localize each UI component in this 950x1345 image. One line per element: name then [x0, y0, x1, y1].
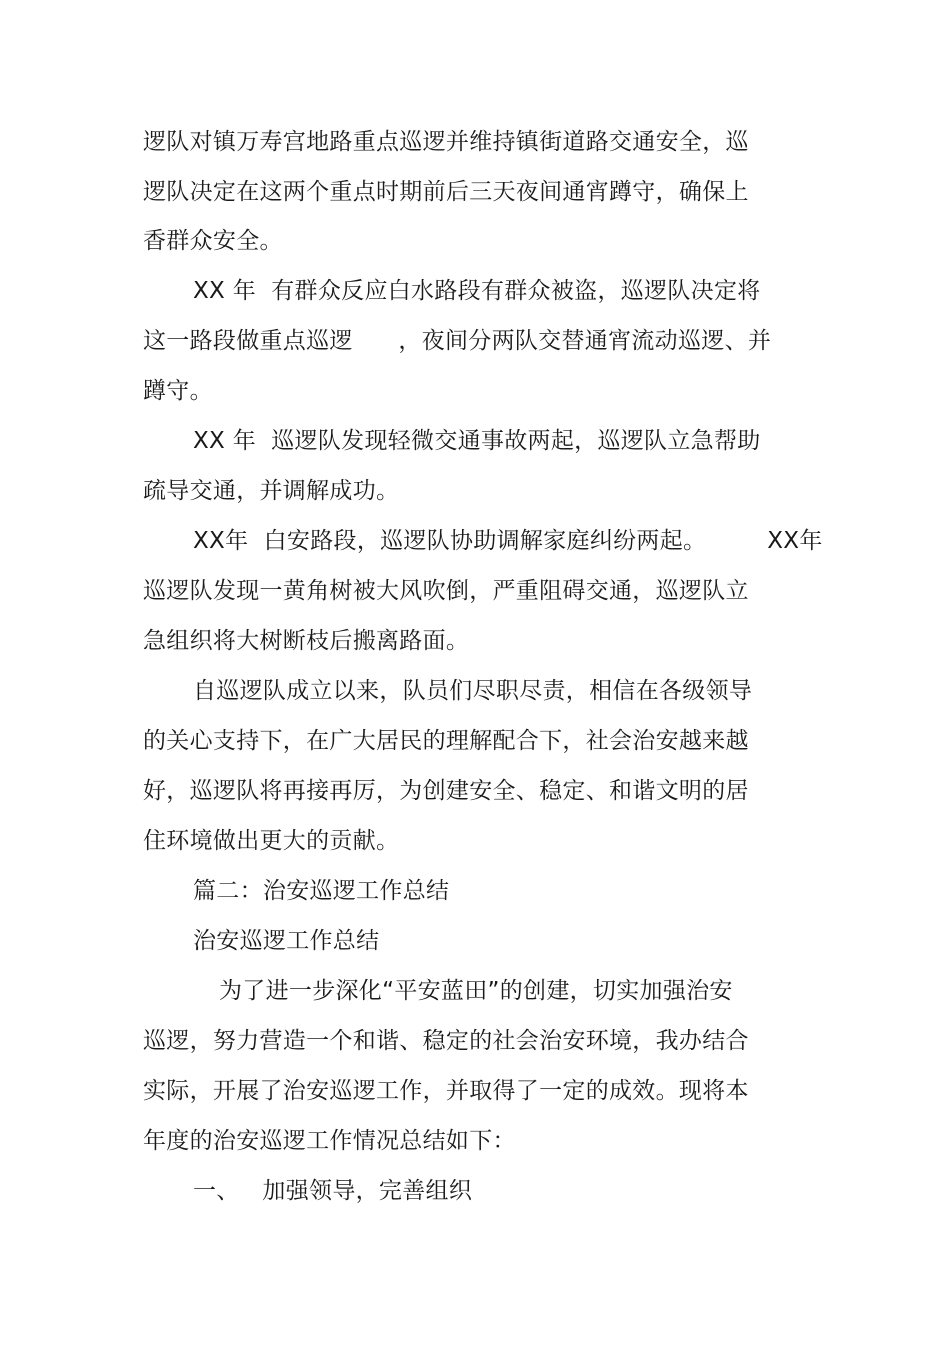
text-line: 实际，开展了治安巡逻工作，并取得了一定的成效。现将本: [143, 1078, 749, 1104]
text-line: 的关心支持下，在广大居民的理解配合下，社会治安越来越: [143, 728, 749, 754]
text-line: 急组织将大树断枝后搬离路面。: [143, 628, 470, 654]
text-line: 这一路段做重点巡逻 ，夜间分两队交替通宵流动巡逻、并: [143, 328, 772, 354]
text-line: 香群众安全。: [143, 228, 283, 254]
text-line: 巡逻队发现一黄角树被大风吹倒，严重阻碍交通，巡逻队立: [143, 578, 749, 604]
text-line: 巡逻，努力营造一个和谐、稳定的社会治安环境，我办结合: [143, 1028, 749, 1054]
text-line: 住环境做出更大的贡献。: [143, 828, 400, 854]
text-line: 蹲守。: [143, 378, 213, 404]
text-line: 逻队对镇万寿宫地路重点巡逻并维持镇街道路交通安全，巡: [143, 129, 749, 155]
paragraph-first-line: 为了进一步深化“平安蓝田”的创建，切实加强治安: [219, 978, 733, 1004]
text-line: 好，巡逻队将再接再厉，为创建安全、稳定、和谐文明的居: [143, 778, 749, 804]
paragraph-first-line: XX 年 巡逻队发现轻微交通事故两起，巡逻队立急帮助: [193, 428, 761, 454]
text-line: 疏导交通，并调解成功。: [143, 478, 400, 504]
section-heading: 篇二：治安巡逻工作总结: [193, 878, 450, 904]
numbered-heading: 一、 加强领导，完善组织: [193, 1178, 473, 1204]
text-line: 年度的治安巡逻工作情况总结如下：: [143, 1128, 516, 1154]
paragraph-first-line: XX年 白安路段，巡逻队协助调解家庭纠纷两起。 XX年: [193, 528, 823, 554]
text-line: 逻队决定在这两个重点时期前后三天夜间通宵蹲守，确保上: [143, 179, 749, 205]
paragraph-first-line: XX 年 有群众反应白水路段有群众被盗，巡逻队决定将: [193, 278, 761, 304]
section-title: 治安巡逻工作总结: [193, 928, 380, 954]
paragraph-first-line: 自巡逻队成立以来，队员们尽职尽责，相信在各级领导: [193, 678, 753, 704]
